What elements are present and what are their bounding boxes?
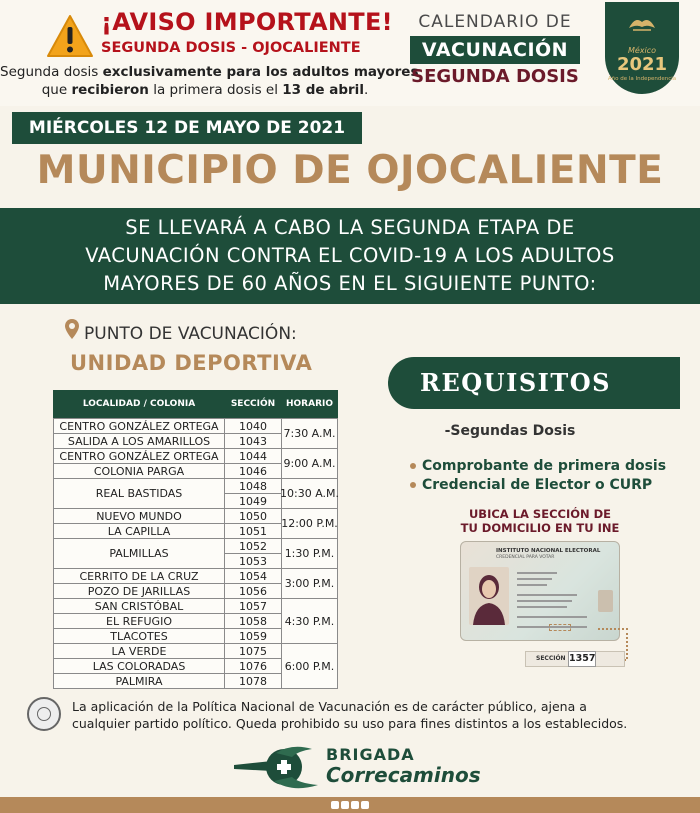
notice-title: ¡AVISO IMPORTANTE! bbox=[101, 8, 393, 36]
table-cell-seccion: 1058 bbox=[224, 613, 282, 629]
section-callout-value: 1357 bbox=[568, 651, 596, 667]
table-cell-seccion: 1051 bbox=[224, 523, 282, 539]
brand-line-2: Correcaminos bbox=[326, 763, 481, 787]
notice-subtitle: SEGUNDA DOSIS - OJOCALIENTE bbox=[101, 40, 361, 56]
table-cell-horario: 4:30 P.M. bbox=[281, 598, 338, 644]
calendar-heading-3: SEGUNDA DOSIS bbox=[411, 66, 579, 87]
announcement-line: SE LLEVARÁ A CABO LA SEGUNDA ETAPA DE bbox=[125, 216, 575, 239]
table-cell-seccion: 1056 bbox=[224, 583, 282, 599]
ine-text-line bbox=[517, 594, 577, 596]
notice-line-2: que recibieron la primera dosis el 13 de abril. bbox=[41, 82, 369, 98]
badge-country: México bbox=[627, 46, 657, 55]
table-cell-seccion: 1076 bbox=[224, 658, 282, 674]
bullet-icon bbox=[410, 463, 416, 469]
national-seal-icon bbox=[27, 697, 61, 731]
location-label: PUNTO DE VACUNACIÓN: bbox=[84, 324, 297, 344]
table-cell-horario: 10:30 A.M. bbox=[281, 478, 338, 509]
table-cell-seccion: 1075 bbox=[224, 643, 282, 659]
table-cell-horario: 9:00 A.M. bbox=[281, 448, 338, 479]
calendar-heading-1: CALENDARIO DE bbox=[418, 12, 572, 32]
table-cell-seccion: 1044 bbox=[224, 448, 282, 464]
footer-bar bbox=[0, 797, 700, 813]
table-cell-localidad: CERRITO DE LA CRUZ bbox=[53, 568, 225, 584]
table-cell-localidad: CENTRO GONZÁLEZ ORTEGA bbox=[53, 418, 225, 434]
table-cell-horario: 7:30 A.M. bbox=[281, 418, 338, 449]
requirement-item: Comprobante de primera dosis bbox=[410, 458, 666, 474]
column-header: LOCALIDAD / COLONIA bbox=[82, 399, 196, 409]
ine-institute: INSTITUTO NACIONAL ELECTORAL bbox=[496, 548, 601, 554]
table-cell-localidad: SALIDA A LOS AMARILLOS bbox=[53, 433, 225, 449]
table-cell-localidad: COLONIA PARGA bbox=[53, 463, 225, 479]
table-cell-localidad: CENTRO GONZÁLEZ ORTEGA bbox=[53, 448, 225, 464]
ine-hint-line-1: UBICA LA SECCIÓN DE bbox=[468, 507, 612, 521]
table-cell-seccion: 1040 bbox=[224, 418, 282, 434]
table-cell-seccion: 1052 bbox=[224, 538, 282, 554]
ine-hint-line-2: TU DOMICILIO EN TU INE bbox=[460, 521, 620, 535]
announcement-line: VACUNACIÓN CONTRA EL COVID-19 A LOS ADULTOS bbox=[85, 244, 615, 267]
calendar-heading-2: VACUNACIÓN bbox=[410, 36, 580, 64]
table-cell-seccion: 1057 bbox=[224, 598, 282, 614]
ine-card-illustration bbox=[460, 541, 620, 641]
legal-line-1: La aplicación de la Política Nacional de Vacunación es de carácter público, ajena a bbox=[72, 699, 587, 714]
person-silhouette-icon bbox=[469, 567, 509, 625]
table-cell-horario: 3:00 P.M. bbox=[281, 568, 338, 599]
ine-card-type: CREDENCIAL PARA VOTAR bbox=[496, 555, 555, 560]
table-cell-seccion: 1059 bbox=[224, 628, 282, 644]
mexico-2021-badge bbox=[605, 2, 679, 94]
table-cell-localidad: LA CAPILLA bbox=[53, 523, 225, 539]
table-cell-horario: 12:00 P.M. bbox=[281, 508, 338, 539]
column-header: HORARIO bbox=[285, 399, 333, 409]
announcement-band bbox=[0, 208, 700, 304]
legal-line-2: cualquier partido político. Queda prohibido su uso para fines distintos a los establecidos. bbox=[72, 716, 628, 731]
table-cell-horario: 6:00 P.M. bbox=[281, 643, 338, 689]
ine-small-photo bbox=[598, 590, 613, 612]
requirements-subtitle: -Segundas Dosis bbox=[444, 423, 576, 439]
table-cell-seccion: 1049 bbox=[224, 493, 282, 509]
ine-text-line bbox=[517, 606, 567, 608]
instagram-icon[interactable] bbox=[351, 801, 359, 809]
ine-text-line bbox=[517, 616, 587, 618]
table-cell-localidad: PALMIRA bbox=[53, 673, 225, 689]
youtube-icon[interactable] bbox=[361, 801, 369, 809]
table-cell-seccion: 1043 bbox=[224, 433, 282, 449]
table-cell-localidad: TLACOTES bbox=[53, 628, 225, 644]
table-cell-seccion: 1053 bbox=[224, 553, 282, 569]
eagle-emblem-icon bbox=[627, 14, 657, 32]
table-cell-localidad: POZO DE JARILLAS bbox=[53, 583, 225, 599]
table-cell-seccion: 1046 bbox=[224, 463, 282, 479]
table-cell-localidad: SAN CRISTÓBAL bbox=[53, 598, 225, 614]
table-cell-localidad: NUEVO MUNDO bbox=[53, 508, 225, 524]
table-cell-localidad: REAL BASTIDAS bbox=[53, 478, 225, 509]
ine-text-line bbox=[517, 572, 557, 574]
table-cell-seccion: 1048 bbox=[224, 478, 282, 494]
ine-photo bbox=[469, 567, 509, 625]
municipality-title: MUNICIPIO DE OJOCALIENTE bbox=[36, 148, 664, 193]
ine-text-line bbox=[517, 578, 552, 580]
ine-text-line bbox=[517, 584, 547, 586]
bullet-icon bbox=[410, 482, 416, 488]
column-header: SECCIÓN bbox=[230, 399, 276, 409]
dotted-connector bbox=[598, 628, 628, 630]
twitter-icon[interactable] bbox=[341, 801, 349, 809]
table-cell-localidad: EL REFUGIO bbox=[53, 613, 225, 629]
badge-year: 2021 bbox=[616, 54, 668, 75]
table-cell-localidad: LAS COLORADAS bbox=[53, 658, 225, 674]
table-cell-seccion: 1078 bbox=[224, 673, 282, 689]
requirements-title: REQUISITOS bbox=[420, 368, 611, 397]
ine-text-line bbox=[517, 600, 572, 602]
table-cell-localidad: LA VERDE bbox=[53, 643, 225, 659]
table-cell-horario: 1:30 P.M. bbox=[281, 538, 338, 569]
announcement-line: MAYORES DE 60 AÑOS EN EL SIGUIENTE PUNTO: bbox=[103, 272, 597, 295]
table-cell-seccion: 1054 bbox=[224, 568, 282, 584]
location-pin-icon bbox=[64, 318, 80, 340]
brand-line-1: BRIGADA bbox=[326, 745, 415, 764]
dotted-connector bbox=[626, 628, 628, 659]
badge-caption: Año de la Independencia bbox=[607, 76, 677, 82]
date-bar: MIÉRCOLES 12 DE MAYO DE 2021 bbox=[12, 112, 362, 144]
requirement-item: Credencial de Elector o CURP bbox=[410, 477, 652, 493]
table-cell-seccion: 1050 bbox=[224, 508, 282, 524]
warning-triangle-icon bbox=[46, 14, 94, 58]
facebook-icon[interactable] bbox=[331, 801, 339, 809]
section-callout-label: SECCIÓN bbox=[536, 655, 566, 662]
ine-section-highlight bbox=[549, 624, 571, 631]
table-cell-localidad: PALMILLAS bbox=[53, 538, 225, 569]
seal-inner bbox=[37, 707, 51, 721]
correcaminos-logo-icon bbox=[232, 741, 324, 793]
notice-line-1: Segunda dosis exclusivamente para los adultos mayores bbox=[0, 64, 419, 80]
location-value: UNIDAD DEPORTIVA bbox=[70, 351, 313, 375]
